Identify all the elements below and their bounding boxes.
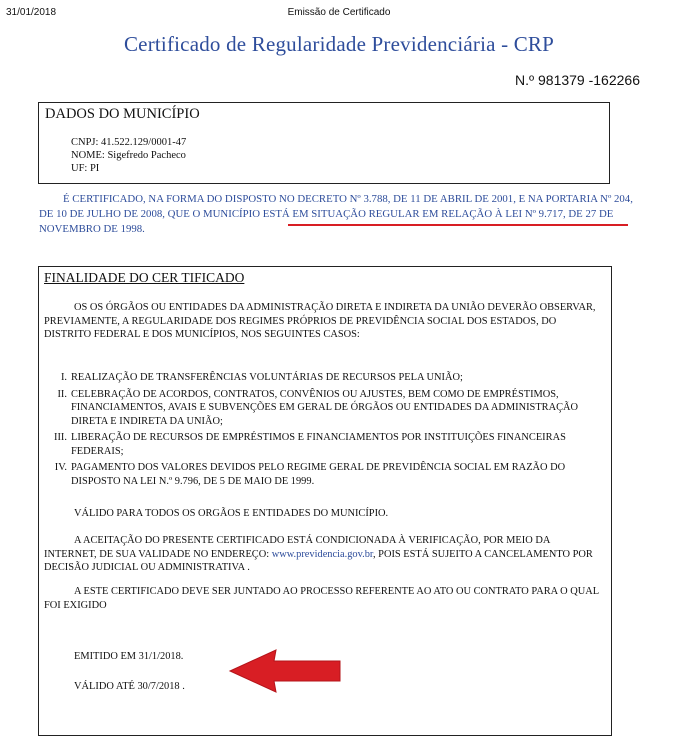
list-item-text: LIBERAÇÃO DE RECURSOS DE EMPRÉSTIMOS E FINANCIAMENTOS POR INSTITUIÇÕES FINANCEIRAS FEDERAIS; bbox=[71, 432, 566, 457]
uf-line: UF: PI bbox=[71, 163, 100, 174]
municipio-heading: DADOS DO MUNICÍPIO bbox=[45, 106, 200, 122]
list-item-text: CELEBRAÇÃO DE ACORDOS, CONTRATOS, CONVÊNIOS OU AJUSTES, BEM COMO DE EMPRÉSTIMOS, FINANCIAMENTOS, AVAIS E SUBVENÇÕES EM GERAL DE ÓRGÃOS OU ENTIDADES DA ADMINISTRAÇÃO DIRETA E INDIRETA DA UNIÃO; bbox=[71, 388, 579, 427]
list-item-text: PAGAMENTO DOS VALORES DEVIDOS PELO REGIME GERAL DE PREVIDÊNCIA SOCIAL EM RAZÃO DO DISPOSTO NA LEI N.º 9.796, DE 5 DE MAIO DE 1999. bbox=[71, 462, 566, 487]
join-paragraph bbox=[44, 585, 604, 612]
valid-all-organs bbox=[44, 507, 604, 521]
list-item bbox=[47, 371, 602, 385]
list-item bbox=[47, 431, 602, 458]
acceptance-text-before: A ACEITAÇÃO DO PRESENTE CERTIFICADO ESTÁ CONDICIONADA À VERIFICAÇÃO, POR MEIO DA INTERNET, DE SUA VALIDADE NO ENDEREÇO: bbox=[44, 535, 550, 560]
acceptance-paragraph bbox=[44, 534, 604, 575]
acceptance-text-after: , POIS ESTÁ SUJEITO A CANCELAMENTO POR DECISÃO JUDICIAL OU ADMINISTRATIVA . bbox=[44, 548, 593, 573]
finalidade-intro bbox=[44, 301, 604, 342]
nome-line: NOME: Sigefredo Pacheco bbox=[71, 150, 186, 161]
municipio-details bbox=[71, 136, 186, 175]
print-date: 31/01/2018 bbox=[6, 7, 57, 18]
join-text: A ESTE CERTIFICADO DEVE SER JUNTADO AO PROCESSO REFERENTE AO ATO OU CONTRATO PARA O QUAL FOI EXIGIDO bbox=[44, 586, 599, 611]
annotation-underline bbox=[288, 224, 628, 226]
list-item bbox=[47, 388, 602, 429]
previdencia-link[interactable]: www.previdencia.gov.br bbox=[271, 548, 373, 560]
finalidade-heading: FINALIDADE DO CER TIFICADO bbox=[44, 270, 245, 285]
valid-until-date: VÁLIDO ATÉ 30/7/2018 . bbox=[74, 681, 185, 692]
list-item-text: REALIZAÇÃO DE TRANSFERÊNCIAS VOLUNTÁRIAS DE RECURSOS PELA UNIÃO; bbox=[71, 372, 463, 383]
list-item-number: III. bbox=[54, 432, 67, 443]
list-item-number: I. bbox=[60, 372, 67, 383]
cnpj-line: CNPJ: 41.522.129/0001-47 bbox=[71, 137, 187, 148]
emitted-date: EMITIDO EM 31/1/2018. bbox=[74, 651, 184, 662]
list-item-number: IV. bbox=[54, 462, 67, 473]
print-header-label: Emissão de Certificado bbox=[287, 7, 391, 18]
arrow-left-icon bbox=[226, 648, 344, 699]
valid-all-organs-text: VÁLIDO PARA TODOS OS ORGÃOS E ENTIDADES DO MUNICÍPIO. bbox=[74, 508, 389, 519]
cases-list bbox=[47, 371, 602, 491]
municipio-box bbox=[38, 102, 610, 184]
document-title: Certificado de Regularidade Previdenciária - CRP bbox=[123, 32, 555, 56]
list-item bbox=[47, 461, 602, 488]
certification-statement bbox=[39, 192, 639, 237]
certification-statement-text: É CERTIFICADO, NA FORMA DO DISPOSTO NO DECRETO Nº 3.788, DE 11 DE ABRIL DE 2001, E NA PORTARIA Nº 204, DE 10 DE JULHO DE 2008, QUE O MUNICÍPIO ESTÁ EM SITUAÇÃO REGULAR EM RELAÇÃO À LEI Nº 9.717, DE 27 DE NOVEMBRO DE 1998. bbox=[39, 193, 633, 235]
finalidade-intro-text: OS OS ÓRGÃOS OU ENTIDADES DA ADMINISTRAÇÃO DIRETA E INDIRETA DA UNIÃO DEVERÃO OBSERVAR, PREVIAMENTE, A REGULARIDADE DOS REGIMES PRÓPRIOS DE PREVIDÊNCIA SOCIAL DOS ESTADOS, DO DISTRITO FEDERAL E DOS MUNICÍPIOS, NOS SEGUINTES CASOS: bbox=[44, 302, 596, 340]
list-item-number: II. bbox=[57, 388, 67, 400]
certificate-number: N.º 981379 -162266 bbox=[515, 72, 640, 88]
